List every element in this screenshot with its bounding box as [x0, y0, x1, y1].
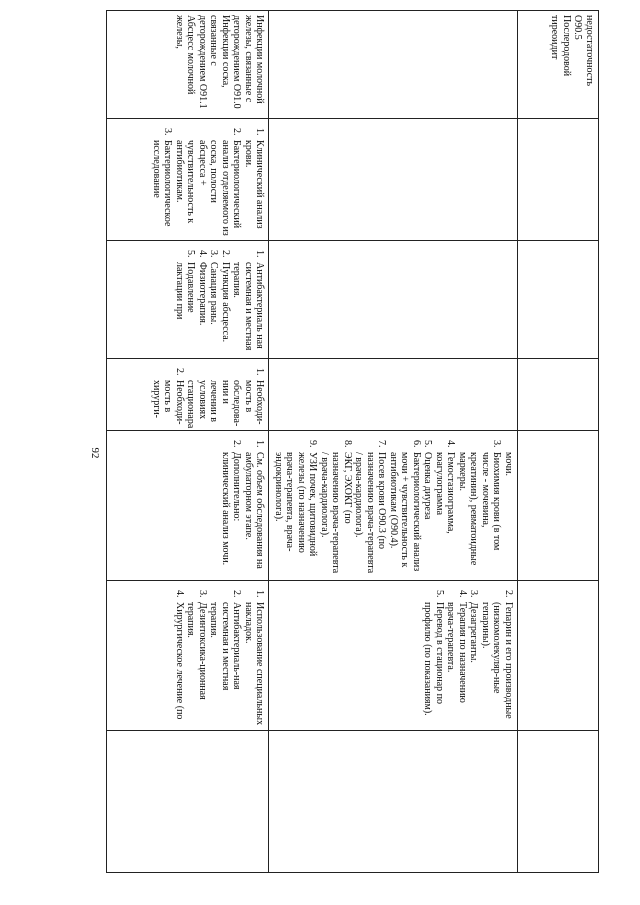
list-item: 3. Дезинтоксика-ционная терапия. [185, 600, 208, 726]
list-item: 3. Бактериологическое исследование [151, 138, 174, 236]
diagnosis-line: тиреоидит [549, 15, 561, 60]
list-item: 3. Санация раны. [208, 260, 220, 354]
list-item: 4. Гемостазиограмма, коагулограмма [434, 450, 457, 576]
diagnosis-cell [269, 11, 518, 119]
inpatient-exam-list [220, 435, 266, 576]
clinical-protocol-table [106, 10, 599, 873]
diagnosis-line: недостаточность [584, 15, 595, 87]
list-item: 2. Бактериологический анализ отделяемого из соска, полости абсцесса + чувствительность к антибиотикам. [174, 138, 243, 236]
list-item: 1. См. объем обследования на амбулаторном этапе. [243, 450, 266, 576]
note-cell [518, 731, 599, 873]
inpatient-treatment-list [422, 585, 514, 726]
list-item: 1. Антибактериаль ная системная и местная терапия. [231, 260, 266, 354]
diagnosis-text: Инфекции молочной железы, связанные с деторождением O91.0 Инфекции соска, связанные с деторождением O91.1 Абсцесс молочной железы, [174, 15, 266, 109]
list-item: 5. Оценка диуреза [422, 450, 434, 576]
inpatient-exam-cell [269, 431, 518, 581]
list-item: 2. Пункция абсцесса. [220, 260, 232, 354]
list-item: 2. Антибактериаль-ная системная и местная терапия. [208, 600, 243, 726]
list-item: 2. Дополнительно: клинический анализ мочи. [220, 450, 243, 576]
list-item: 7. Посев крови О90.3 (по назначению врача-терапевта / врача-кардиолога). [353, 450, 388, 576]
list-item: 4. Терапия по назначению врача-терапевта. [445, 600, 468, 726]
exam-list [151, 123, 266, 236]
note-cell [269, 731, 518, 873]
list-item: 5. Перевод в стационар по профилю (по показаниям). [422, 600, 445, 726]
hospitalization-list [151, 363, 266, 429]
inpatient-exam-cell [518, 431, 599, 581]
inpatient-exam-list [273, 435, 503, 576]
list-item: 5. Подавление лактации при [174, 260, 197, 354]
list-item: 6. Бактериологический анализ мочи + чувствительность к антибиотикам (О90.4). [388, 450, 423, 576]
diagnosis-line: O90.5 [572, 15, 584, 40]
list-item: 1. Использование специальных накладок. [243, 600, 266, 726]
list-item: 2. Необходи-мость в хирурги- [151, 378, 186, 426]
exam-cell [107, 119, 270, 241]
list-item: 2. Гепарин и его производные (низкомолекуляр-ные гепарины). [480, 600, 515, 726]
list-item: 3. Биохимия крови (в том числе - мочевина, креатинин), ревматоидные маркеры. [457, 450, 503, 576]
inpatient-treatment-cell [107, 581, 270, 731]
inpatient-treatment-cell [269, 581, 518, 731]
continued-text: мочи. [503, 452, 514, 476]
table-row [518, 11, 599, 873]
diagnosis-cell [107, 11, 270, 119]
treatment-cell [107, 241, 270, 359]
hospitalization-cell [269, 359, 518, 431]
list-item: 4. Физиотерапия. [197, 260, 209, 354]
treatment-cell [269, 241, 518, 359]
exam-cell [269, 119, 518, 241]
diagnosis-line: Послеродовой [561, 15, 572, 77]
hospitalization-cell [107, 359, 270, 431]
list-item: 9. УЗИ почек, щитовидной железы (по назначению врача-терапевта, врача-эндокринолога). [273, 450, 319, 576]
page-number: 92 [89, 447, 101, 459]
table-row [269, 11, 518, 873]
rotated-table-wrapper [106, 10, 599, 872]
list-item: 8. ЭКГ, ЭХОКГ (по назначению врача-терапевта / врача-кардиолога). [319, 450, 354, 576]
list-item: 1. Клинический анализ крови. [243, 138, 266, 236]
treatment-cell [518, 241, 599, 359]
list-item: 3. Дезагреганты. [468, 600, 480, 726]
list-item: 4. Хирургическое лечение (по [174, 600, 186, 726]
list-item: 1. Необходи-мость в обследова-нии и лечении в условиях стационара [185, 378, 266, 426]
inpatient-treatment-cell [518, 581, 599, 731]
diagnosis-cell [518, 11, 599, 119]
inpatient-exam-cell [107, 431, 270, 581]
hospitalization-cell [518, 359, 599, 431]
inpatient-treatment-list [174, 585, 266, 726]
treatment-list [174, 245, 266, 354]
exam-cell [518, 119, 599, 241]
note-cell [107, 731, 270, 873]
table-row [107, 11, 270, 873]
